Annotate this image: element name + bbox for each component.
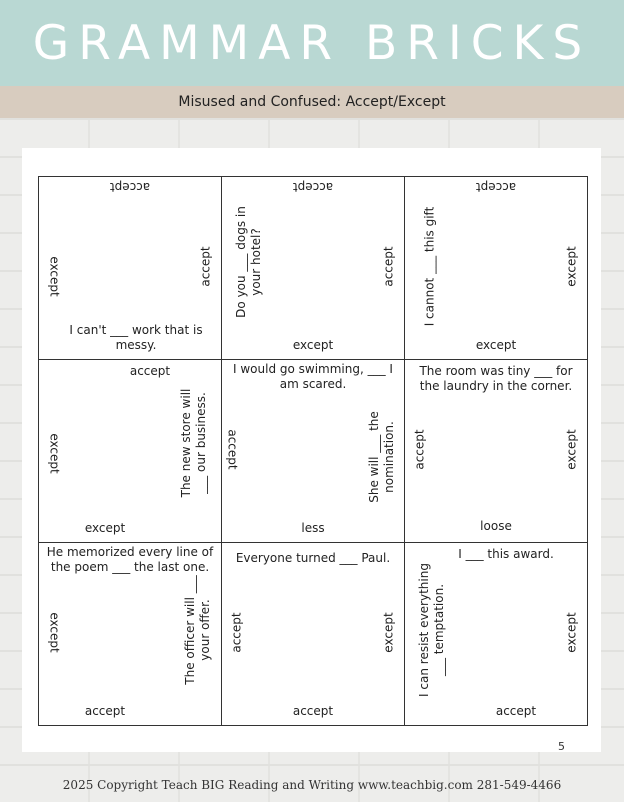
top-label: accept — [292, 180, 334, 194]
bottom-label: loose — [480, 519, 512, 533]
right-label: The new store will ___ our business. — [179, 388, 208, 498]
brick-cell — [405, 543, 588, 726]
copyright-footer: 2025 Copyright Teach BIG Reading and Writing www.teachbig.com 281-549-4466 — [62, 778, 562, 792]
bottom-label: accept — [292, 704, 334, 718]
right-label: except — [381, 612, 396, 653]
bottom-label: I can't ___ work that is messy. — [69, 323, 203, 352]
left-label: accept — [225, 429, 240, 470]
top-label: I would go swimming, ___ I am scared. — [233, 362, 393, 391]
left-label: Do you ___ dogs in your hotel? — [234, 206, 263, 318]
bottom-label: except — [475, 338, 517, 352]
top-label: accept — [109, 180, 151, 194]
left-label: except — [47, 612, 62, 653]
top-label: accept — [129, 364, 171, 378]
brick-cell — [39, 177, 222, 360]
brick-cell — [405, 360, 588, 543]
bottom-label: less — [301, 521, 325, 535]
right-label: except — [564, 612, 579, 653]
left-label: accept — [229, 612, 244, 653]
bottom-label: accept — [495, 704, 537, 718]
page-subtitle: Misused and Confused: Accept/Except — [178, 94, 446, 110]
brick-cell — [405, 177, 588, 360]
left-label: I cannot ___ this gift — [422, 206, 437, 327]
brick-cell — [39, 360, 222, 543]
top-label: I ___ this award. — [458, 547, 554, 561]
right-label: except — [564, 429, 579, 470]
top-label: He memorized every line of the poem ___ the last one. — [46, 545, 214, 574]
bottom-label: except — [292, 338, 334, 352]
top-label: Everyone turned ___ Paul. — [235, 551, 391, 565]
page-number: 5 — [558, 740, 565, 753]
brick-cell — [222, 543, 405, 726]
left-label: accept — [412, 429, 427, 470]
top-label: accept — [475, 180, 517, 194]
page-title: GRAMMAR BRICKS — [32, 15, 592, 71]
left-label: except — [47, 433, 62, 474]
left-label: I can resist everything ___ temptation. — [417, 563, 446, 697]
brick-cell — [39, 543, 222, 726]
brick-grid — [38, 176, 588, 726]
top-label: The room was tiny ___ for the laundry in the corner. — [419, 364, 573, 393]
right-label: accept — [198, 246, 213, 287]
page-header — [0, 0, 624, 86]
brick-cell — [222, 360, 405, 543]
right-label: except — [564, 246, 579, 287]
brick-cell — [222, 177, 405, 360]
bottom-label: except — [84, 521, 126, 535]
left-label: except — [47, 256, 62, 297]
right-label: accept — [381, 246, 396, 287]
subtitle-bar — [0, 86, 624, 118]
bottom-label: accept — [84, 704, 126, 718]
right-label: She will ___ the nomination. — [367, 411, 396, 503]
right-label: The officer will ___ your offer. — [183, 575, 212, 685]
